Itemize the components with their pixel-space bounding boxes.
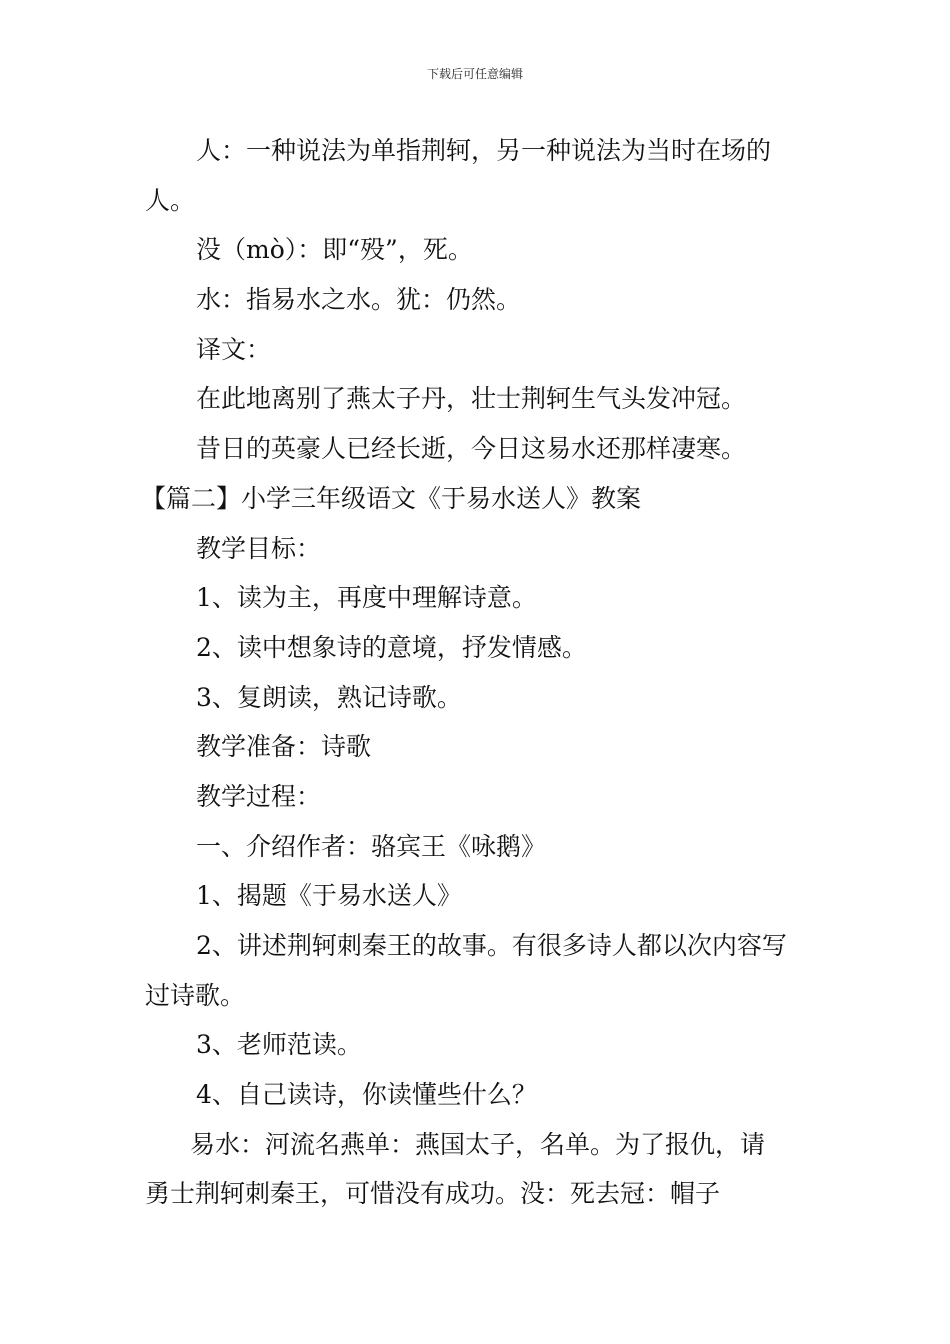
paragraph-line: 在此地离别了燕太子丹，壮士荆轲生气头发冲冠。: [196, 384, 747, 414]
paragraph-line: 教学目标：: [196, 533, 322, 563]
page-header: 下载后可任意编辑: [426, 67, 523, 81]
paragraph-line: 勇士荆轲刺秦王，可惜没有成功。没：死去冠：帽子: [145, 1179, 721, 1209]
paragraph-line: 3、复朗读，熟记诗歌。: [196, 682, 462, 712]
paragraph-line: 人：一种说法为单指荆轲，另一种说法为当时在场的: [196, 136, 772, 165]
paragraph-line: 昔日的英豪人已经长逝，今日这易水还那样凄寒。: [196, 434, 747, 464]
paragraph-line: 1、揭题《于易水送人》: [196, 881, 462, 911]
paragraph-line: 人。: [145, 185, 196, 215]
paragraph-line: 教学准备：诗歌: [196, 732, 372, 762]
document-body: [141, 126, 809, 1219]
paragraph-line: 易水：河流名燕单：燕国太子，名单。为了报仇，请: [190, 1129, 766, 1159]
paragraph-line: 4、自己读诗，你读懂些什么？: [196, 1080, 537, 1110]
paragraph-line: 没（mò）：即“殁”，死。: [196, 235, 473, 265]
paragraph-line: 2、读中想象诗的意境，抒发情感。: [196, 632, 587, 662]
paragraph-line: 教学过程：: [196, 781, 322, 811]
paragraph-line: 1、读为主，再度中理解诗意。: [196, 583, 537, 613]
section-heading: 【篇二】小学三年级语文《于易水送人》教案: [141, 483, 642, 513]
paragraph-line: 3、老师范读。: [196, 1030, 362, 1060]
paragraph-line: 水：指易水之水。犹：仍然。: [196, 285, 522, 315]
paragraph-line: 过诗歌。: [145, 980, 246, 1010]
paragraph-line: 2、讲述荆轲刺秦王的故事。有很多诗人都以次内容写: [196, 931, 787, 960]
paragraph-line: 一、介绍作者：骆宾王《咏鹅》: [196, 831, 547, 861]
paragraph-line: 译文：: [196, 334, 272, 364]
